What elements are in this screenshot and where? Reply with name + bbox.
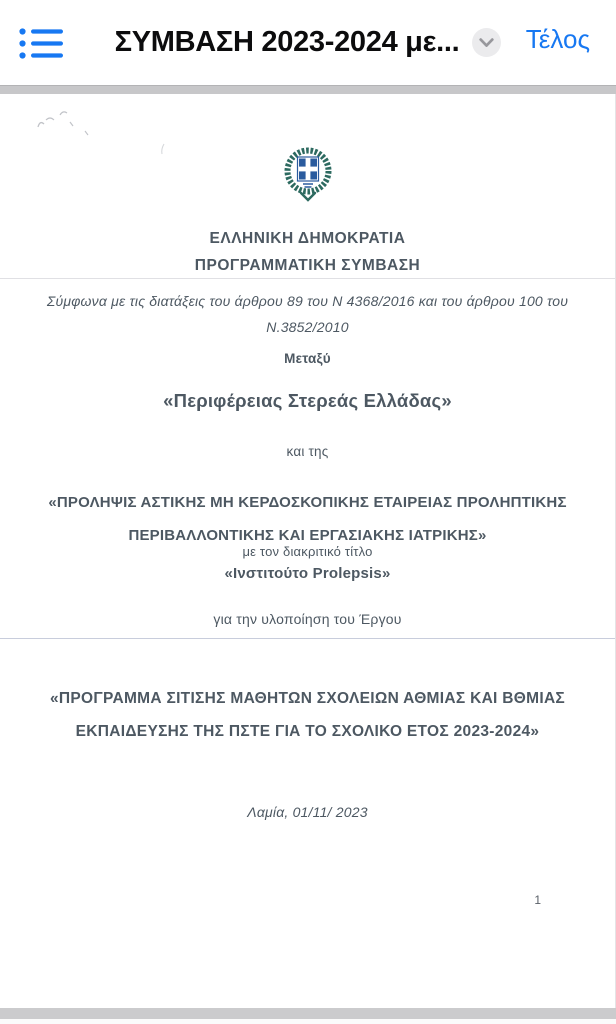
toolbar: [0, 0, 616, 85]
between-label: Μεταξύ: [284, 351, 331, 366]
scan-artifact-marks: [30, 106, 150, 151]
legal-basis-text: Σύμφωνα με τις διατάξεις του άρθρου 89 του Ν 4368/2016 και του άρθρου 100 του Ν.3852/2010: [46, 293, 569, 335]
contract-type-title: ΠΡΟΓΡΑΜΜΑΤΙΚΗ ΣΥΜΒΑΣΗ: [194, 257, 421, 274]
party-a-name: «Περιφέρειας Στερεάς Ελλάδας»: [163, 390, 452, 411]
horizontal-rule: [0, 638, 615, 639]
page-gap-top: [0, 85, 616, 94]
title-menu-button[interactable]: [472, 28, 501, 57]
next-page-edge: [0, 1019, 616, 1024]
date-place-line: Λαμία, 01/11/ 2023: [247, 804, 368, 820]
page-number: 1: [534, 893, 541, 907]
scan-artifact-mark: [158, 142, 168, 161]
document-title: ΣΥΜΒΑΣΗ 2023-2024 με...: [114, 26, 460, 58]
chevron-down-icon: [479, 38, 494, 48]
greek-national-emblem-icon: [284, 143, 332, 212]
done-button[interactable]: Τέλος: [525, 24, 590, 54]
document-page[interactable]: [0, 94, 616, 1008]
party-b-name: «ΠΡΟΛΗΨΙΣ ΑΣΤΙΚΗΣ ΜΗ ΚΕΡΔΟΣΚΟΠΙΚΗΣ ΕΤΑΙΡΕΙΑΣ ΠΡΟΛΗΠΤΙΚΗΣ ΠΕΡΙΒΑΛΛΟΝΤΙΚΗΣ ΚΑΙ ΕΡΓΑΣΙΑΚΗΣ ΙΑΤΡΙΚΗΣ»: [48, 494, 567, 544]
horizontal-rule: [0, 278, 615, 279]
distinctive-title: «Ινστιτούτο Prolepsis»: [224, 565, 391, 582]
document-title-group: [0, 0, 616, 85]
project-intro-text: για την υλοποίηση του Έργου: [213, 611, 402, 627]
page-gap-bottom: [0, 1008, 616, 1019]
project-title: «ΠΡΟΓΡΑΜΜΑ ΣΙΤΙΣΗΣ ΜΑΘΗΤΩΝ ΣΧΟΛΕΙΩΝ ΑΘΜΙΑΣ ΚΑΙ ΒΘΜΙΑΣ ΕΚΠΑΙΔΕΥΣΗΣ ΤΗΣ ΠΣΤΕ ΓΙΑ ΤΟ ΣΧΟΛΙΚΟ ΕΤΟΣ 2023-2024»: [49, 690, 566, 740]
distinctive-title-label: με τον διακριτικό τίτλο: [242, 544, 373, 559]
and-label: και της: [286, 444, 329, 459]
republic-title: ΕΛΛΗΝΙΚΗ ΔΗΜΟΚΡΑΤΙΑ: [209, 230, 406, 247]
